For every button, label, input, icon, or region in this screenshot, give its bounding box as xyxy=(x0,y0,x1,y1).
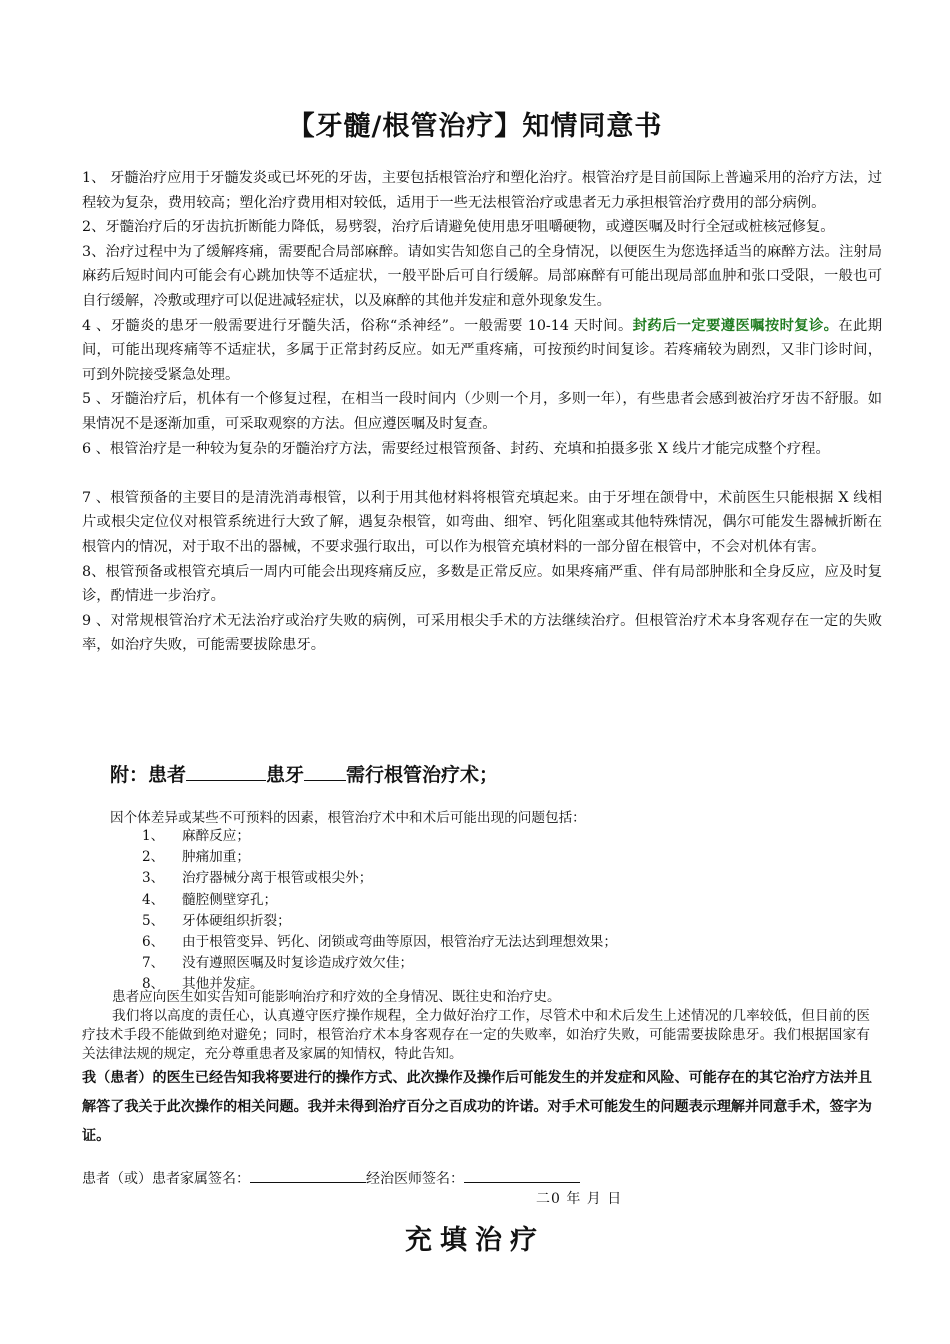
risk-intro: 因个体差异或某些不可预料的因素，根管治疗术中和术后可能出现的问题包括： xyxy=(110,810,586,826)
list-item xyxy=(142,868,617,889)
risk-text: 髓腔侧壁穿孔； xyxy=(182,891,278,908)
clause-9: 9 、对常规根管治疗术无法治疗或治疗失败的病例，可采用根尖手术的方法继续治疗。但根管治疗术本身客观存在一定的失败率，如治疗失败，可能需要拔除患牙。 xyxy=(82,612,882,654)
risk-number: 4、 xyxy=(142,891,165,908)
risk-number: 3、 xyxy=(142,870,165,887)
appendix-tooth-label: 患牙 xyxy=(266,764,305,786)
risk-number: 6、 xyxy=(142,934,165,951)
risk-text: 其他并发症。 xyxy=(182,976,264,993)
risk-list xyxy=(142,826,617,996)
clause-5: 5 、牙髓治疗后，机体有一个修复过程，在相当一段时间内（少则一个月，多则一年），有些患者会感到被治疗牙齿不舒服。如果情况不是逐渐加重，可采取观察的方法。但应遵医嘱及时复查。 xyxy=(82,391,882,432)
patient-declaration: 我（患者）的医生已经告知我将要进行的操作方式、此次操作及操作后可能发生的并发症和风险、可能存在的其它治疗方法并且解答了我关于此次操作的相关问题。我并未得到治疗百分之百成功的许诺。对手术可能发生的问题表示理解并同意手术，签字为证。 xyxy=(82,1070,872,1144)
tooth-number-blank[interactable] xyxy=(304,762,346,781)
clause-8: 8、根管预备或根管充填后一周内可能会出现疼痛反应，多数是正常反应。如果疼痛严重、伴有局部肿胀和全身反应，应及时复诊，酌情进一步治疗。 xyxy=(82,563,882,605)
doctor-signature-field[interactable] xyxy=(464,1168,580,1183)
risk-text: 治疗器械分离于根管或根尖外； xyxy=(182,870,373,887)
patient-name-blank[interactable] xyxy=(186,762,266,781)
risk-number: 2、 xyxy=(142,849,165,866)
appendix-procedure-label: 需行根管治疗术； xyxy=(346,764,499,786)
risk-text: 肿痛加重； xyxy=(182,849,250,866)
signature-date: 二0 年 月 日 xyxy=(536,1191,623,1207)
risk-text: 麻醉反应； xyxy=(182,828,250,844)
clause-1: 1、 牙髓治疗应用于牙髓发炎或已坏死的牙齿，主要包括根管治疗和塑化治疗。根管治疗是目前国际上普遍采用的治疗方法，过程较为复杂，费用较高；塑化治疗费用相对较低，适用于一些无法根管治疗或患者无力承担根管治疗费用的部分病例。 xyxy=(82,170,882,211)
appendix-label: 附：患者 xyxy=(110,764,187,786)
clause-4-highlight: 封药后一定要遵医嘱按时复诊。 xyxy=(632,317,839,334)
list-item xyxy=(142,953,617,974)
clause-2: 2、牙髓治疗后的牙齿抗折断能力降低，易劈裂，治疗后请避免使用患牙咀嚼硬物，或遵医嘱及时行全冠或桩核冠修复。 xyxy=(82,219,835,236)
list-item xyxy=(142,826,617,847)
clause-3: 3、治疗过程中为了缓解疼痛，需要配合局部麻醉。请如实告知您自己的全身情况，以便医生为您选择适当的麻醉方法。注射局麻药后短时间内可能会有心跳加快等不适症状，一般平卧后可自行缓解。局部麻醉有可能出现局部血肿和张口受限，一般也可自行缓解，冷敷或理疗可以促进减轻症状，以及麻醉的其他并发症和意外现象发生。 xyxy=(82,243,882,309)
next-section-title: 充填治疗 xyxy=(405,1225,545,1256)
clause-4-text: 4 、牙髓炎的患牙一般需要进行牙髓失活，俗称“杀神经”。一般需要 10-14 天时间。 xyxy=(82,317,633,334)
risk-number: 5、 xyxy=(142,912,165,929)
clause-4 xyxy=(82,314,882,388)
signature-line xyxy=(82,1168,580,1188)
notice-text xyxy=(82,988,870,1064)
clause-6: 6 、根管治疗是一种较为复杂的牙髓治疗方法，需要经过根管预备、封药、充填和拍摄多张 X 线片才能完成整个疗程。 xyxy=(82,440,830,457)
notice-paragraph-1: 患者应向医生如实告知可能影响治疗和疗效的全身情况、既往史和治疗史。 xyxy=(112,989,561,1005)
risk-text: 由于根管变异、钙化、闭锁或弯曲等原因，根管治疗无法达到理想效果； xyxy=(182,934,617,951)
risk-text: 牙体硬组织折裂； xyxy=(182,912,291,929)
notice-paragraph-2: 我们将以高度的责任心，认真遵守医疗操作规程，全力做好治疗工作，尽管术中和术后发生上述情况的几率较低，但目前的医疗技术手段不能做到绝对避免；同时，根管治疗术本身客观存在一定的失败率，如治疗失败，可能需要拔除患牙。我们根据国家有关法律法规的规定，充分尊重患者及家属的知情权，特此告知。 xyxy=(82,1008,870,1062)
list-item xyxy=(142,890,617,911)
list-item xyxy=(142,932,617,953)
list-item xyxy=(142,911,617,932)
doctor-signature-label: 经治医师签名： xyxy=(366,1171,464,1187)
patient-signature-label: 患者（或）患者家属签名： xyxy=(82,1171,250,1187)
clause-4-text-rest: 在此期间，可能出现疼痛等不适症状，多属于正常封药反应。如无严重疼痛，可按预约时间复诊。若疼痛较为剧烈，又非门诊时间，可到外院接受紧急处理。 xyxy=(82,317,883,383)
appendix-heading xyxy=(110,760,498,787)
risk-number: 1、 xyxy=(142,828,165,844)
page-title: 【牙髓/根管治疗】知情同意书 xyxy=(287,111,663,142)
risk-number: 8、 xyxy=(142,976,165,993)
clause-7: 7 、根管预备的主要目的是清洗消毒根管，以利于用其他材料将根管充填起来。由于牙埋在颌骨中，术前医生只能根据 X 线相片或根尖定位仪对根管系统进行大致了解，遇复杂根管，如弯曲、细窄、钙化阻塞或其他特殊情况，偶尔可能发生器械折断在根管内的情况，对于取不出的器械，不要求强行取出，可以作为根管充填材料的一部分留在根管中，不会对机体有害。 xyxy=(82,489,882,555)
list-item xyxy=(142,847,617,868)
risk-text: 没有遵照医嘱及时复诊造成疗效欠佳； xyxy=(182,955,414,972)
risk-number: 7、 xyxy=(142,955,165,972)
patient-signature-field[interactable] xyxy=(250,1168,366,1183)
consent-clauses xyxy=(82,166,882,658)
